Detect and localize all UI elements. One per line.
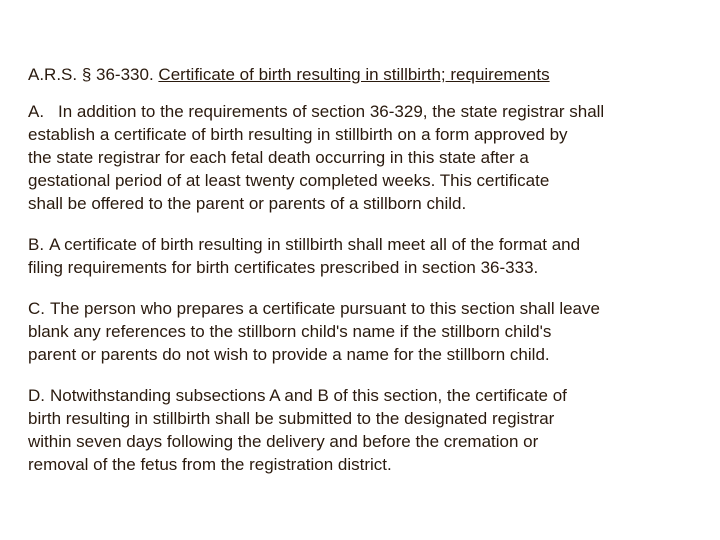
section-line: birth resulting in stillbirth shall be submitted to the designated registrar xyxy=(28,409,555,428)
section-line: gestational period of at least twenty completed weeks. This certificate xyxy=(28,171,550,190)
section-line: A certificate of birth resulting in stillbirth shall meet all of the format and xyxy=(49,235,581,254)
section-letter: B. xyxy=(28,235,45,254)
section-line: Notwithstanding subsections A and B of this section, the certificate of xyxy=(50,386,567,405)
section-line: parent or parents do not wish to provide a name for the stillborn child. xyxy=(28,345,550,364)
section-line: the state registrar for each fetal death occurring in this state after a xyxy=(28,148,529,167)
statute-heading xyxy=(28,64,700,86)
section-line: establish a certificate of birth resulting in stillbirth on a form approved by xyxy=(28,125,568,144)
section-line: removal of the fetus from the registration district. xyxy=(28,455,392,474)
statute-citation: A.R.S. § 36-330. xyxy=(28,65,154,84)
section-line: shall be offered to the parent or parents of a stillborn child. xyxy=(28,194,467,213)
section-d xyxy=(28,384,700,476)
section-letter: D. xyxy=(28,386,45,405)
section-line: within seven days following the delivery and before the cremation or xyxy=(28,432,539,451)
section-letter: C. xyxy=(28,299,45,318)
section-line: In addition to the requirements of section 36-329, the state registrar shall xyxy=(58,102,605,121)
section-line: filing requirements for birth certificates prescribed in section 36-333. xyxy=(28,258,539,277)
section-line: blank any references to the stillborn child's name if the stillborn child's xyxy=(28,322,552,341)
section-b xyxy=(28,233,700,279)
section-line: The person who prepares a certificate pursuant to this section shall leave xyxy=(50,299,600,318)
section-a xyxy=(28,100,700,215)
statute-document xyxy=(28,64,700,494)
statute-title: Certificate of birth resulting in stillbirth; requirements xyxy=(158,65,550,84)
section-c xyxy=(28,297,700,366)
section-letter: A. xyxy=(28,102,45,121)
